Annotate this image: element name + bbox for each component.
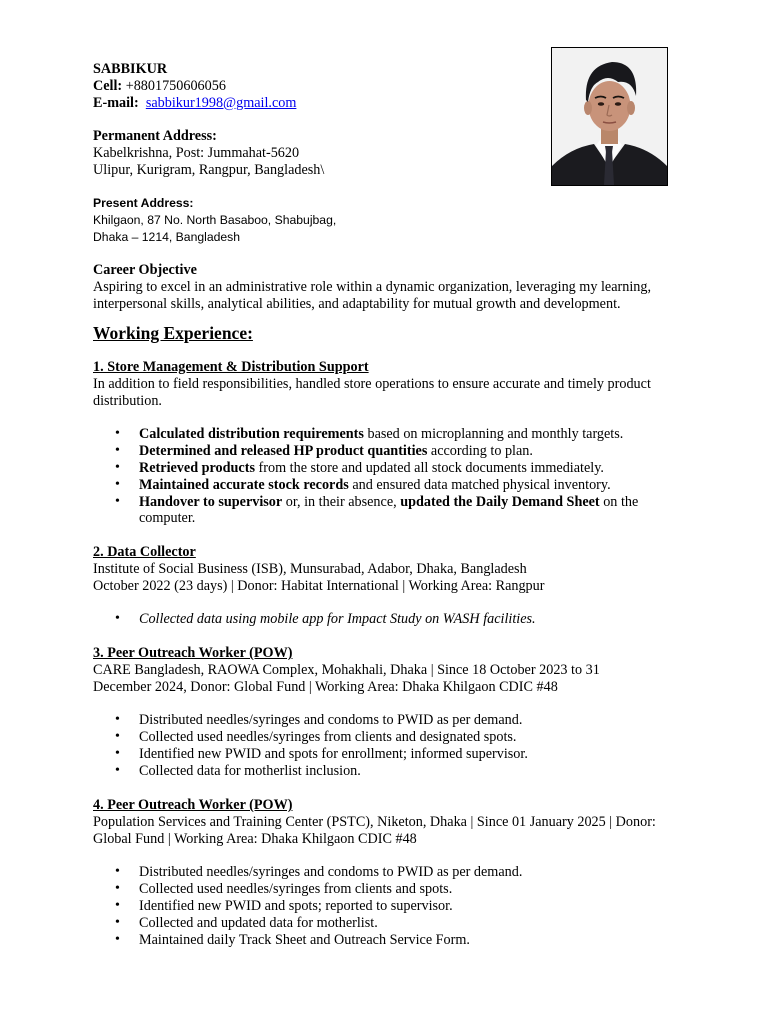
permanent-address-line1: Kabelkrishna, Post: Jummahat-5620 xyxy=(93,144,300,161)
experience-2-line2: October 2022 (23 days) | Donor: Habitat International | Working Area: Rangpur xyxy=(93,577,545,594)
list-item xyxy=(93,460,713,477)
experience-2-bullets xyxy=(93,611,713,628)
bullet-bold-text: Handover to supervisor xyxy=(139,493,283,510)
bullet-text: and ensured data matched physical inventory. xyxy=(348,476,611,493)
permanent-address-section xyxy=(93,128,324,178)
experience-4-bullets xyxy=(93,864,713,948)
experience-2-title: 2. Data Collector xyxy=(93,544,196,560)
present-address-title: Present Address: xyxy=(93,196,194,210)
list-item: • Maintained daily Track Sheet and Outreach Service Form. xyxy=(93,932,713,949)
experience-4 xyxy=(93,797,713,948)
list-item: • Collected data for motherlist inclusion. xyxy=(93,763,713,780)
cell-value: +8801750606056 xyxy=(125,77,226,94)
experience-1-title: 1. Store Management & Distribution Support xyxy=(93,359,369,375)
bullet-text: or, in their absence, xyxy=(282,493,401,510)
permanent-address-title: Permanent Address: xyxy=(93,128,217,144)
list-item: • Distributed needles/syringes and condoms to PWID as per demand. xyxy=(93,712,713,729)
experience-3-line1: CARE Bangladesh, RAOWA Complex, Mohakhali, Dhaka | Since 18 October 2023 to 31 xyxy=(93,661,600,678)
experience-1-bullets xyxy=(93,426,713,527)
list-item: • Collected and updated data for motherlist. xyxy=(93,915,713,932)
bullet-text: on the xyxy=(599,493,639,510)
career-objective-section xyxy=(93,262,713,312)
experience-3-title: 3. Peer Outreach Worker (POW) xyxy=(93,645,293,661)
experience-4-title: 4. Peer Outreach Worker (POW) xyxy=(93,797,293,813)
list-item xyxy=(93,443,713,460)
bullet-text-continued: computer. xyxy=(139,510,196,527)
contact-header xyxy=(93,61,296,111)
permanent-address-line2: Ulipur, Kurigram, Rangpur, Bangladesh\ xyxy=(93,161,325,178)
candidate-name: SABBIKUR xyxy=(93,61,168,77)
cell-label: Cell: xyxy=(93,77,123,94)
career-objective-line2: interpersonal skills, analytical abilities, and adaptability for mutual growth and development. xyxy=(93,295,621,312)
present-address-section xyxy=(93,195,336,246)
experience-3-bullets xyxy=(93,712,713,779)
career-objective-title: Career Objective xyxy=(93,262,197,278)
list-item: • Identified new PWID and spots for enrollment; informed supervisor. xyxy=(93,746,713,763)
bullet-text: Collected data using mobile app for Impact Study on WASH facilities. xyxy=(139,611,536,628)
email-label: E-mail: xyxy=(93,94,139,111)
bullet-bold-text: Calculated distribution requirements xyxy=(139,426,364,443)
experience-2-line1: Institute of Social Business (ISB), Munsurabad, Adabor, Dhaka, Bangladesh xyxy=(93,560,527,577)
email-line xyxy=(93,95,296,112)
bullet-bold-text: Maintained accurate stock records xyxy=(139,476,349,493)
career-objective-line1: Aspiring to excel in an administrative role within a dynamic organization, leveraging my learning, xyxy=(93,278,652,295)
experience-2 xyxy=(93,544,713,628)
profile-photo xyxy=(551,47,668,186)
list-item: • Collected used needles/syringes from clients and designated spots. xyxy=(93,729,713,746)
list-item xyxy=(93,611,713,628)
bullet-text: based on microplanning and monthly targets. xyxy=(363,426,624,443)
present-address-line1: Khilgaon, 87 No. North Basaboo, Shabujbag, xyxy=(93,213,337,227)
list-item: • Distributed needles/syringes and condoms to PWID as per demand. xyxy=(93,864,713,881)
experience-4-line1: Population Services and Training Center (PSTC), Niketon, Dhaka | Since 01 January 2025 | Donor: xyxy=(93,813,656,830)
experience-1 xyxy=(93,359,713,527)
experience-3-line2: December 2024, Donor: Global Fund | Working Area: Dhaka Khilgaon CDIC #48 xyxy=(93,678,558,695)
bullet-text: according to plan. xyxy=(427,443,533,460)
cell-line xyxy=(93,78,296,95)
present-address-line2: Dhaka – 1214, Bangladesh xyxy=(93,230,241,244)
experience-4-line2: Global Fund | Working Area: Dhaka Khilgaon CDIC #48 xyxy=(93,830,417,847)
experience-1-line1: In addition to field responsibilities, handled store operations to ensure accurate and timely product xyxy=(93,375,651,392)
list-item xyxy=(93,477,713,494)
email-link[interactable]: sabbikur1998@gmail.com xyxy=(145,94,297,111)
list-item: • Collected used needles/syringes from clients and spots. xyxy=(93,881,713,898)
list-item xyxy=(93,426,713,443)
list-item: • Identified new PWID and spots; reported to supervisor. xyxy=(93,898,713,915)
bullet-bold-text: Determined and released HP product quantities xyxy=(139,443,428,460)
bullet-text: from the store and updated all stock documents immediately. xyxy=(254,459,604,476)
bullet-bold-text: updated the Daily Demand Sheet xyxy=(400,493,600,510)
profile-photo-image xyxy=(552,48,667,185)
experience-3 xyxy=(93,645,713,780)
working-experience-title: Working Experience: xyxy=(93,323,253,343)
list-item xyxy=(93,494,713,528)
experience-1-line2: distribution. xyxy=(93,392,162,409)
bullet-bold-text: Retrieved products xyxy=(139,459,255,476)
